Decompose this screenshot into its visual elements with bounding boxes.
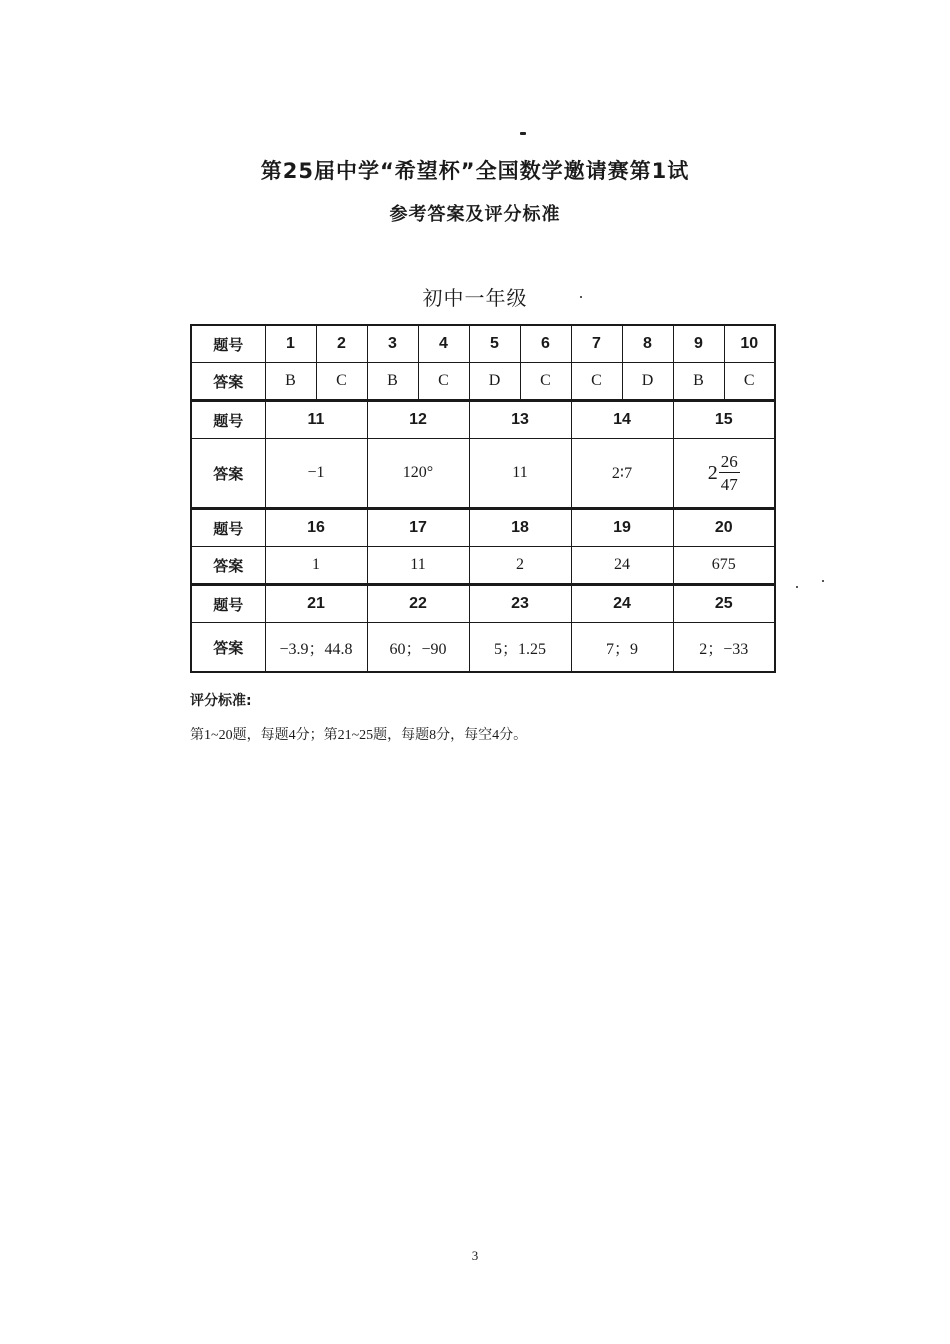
question-row-21-25 [191, 585, 775, 623]
question-number: 14 [571, 401, 673, 439]
question-row-16-20 [191, 509, 775, 547]
scan-speck [822, 580, 824, 582]
question-number-label: 题号 [191, 325, 265, 363]
answer-cell: C [571, 363, 622, 401]
question-number: 23 [469, 585, 571, 623]
answer-cell: C [418, 363, 469, 401]
answer-label: 答案 [191, 547, 265, 585]
question-number: 11 [265, 401, 367, 439]
document-title: 第25届中学“希望杯”全国数学邀请赛第1试 [260, 159, 690, 183]
answer-cell: 120° [367, 439, 469, 509]
question-number: 19 [571, 509, 673, 547]
question-number: 12 [367, 401, 469, 439]
question-number: 24 [571, 585, 673, 623]
answer-cell: 5；1.25 [469, 623, 571, 673]
answer-cell: D [469, 363, 520, 401]
answer-cell: 11 [367, 547, 469, 585]
answer-cell: −3.9；44.8 [265, 623, 367, 673]
question-number: 25 [673, 585, 775, 623]
question-number: 20 [673, 509, 775, 547]
question-number: 2 [316, 325, 367, 363]
answer-cell: C [316, 363, 367, 401]
question-number: 1 [265, 325, 316, 363]
scan-speck [796, 586, 798, 588]
question-number-label: 题号 [191, 401, 265, 439]
question-number: 4 [418, 325, 469, 363]
answer-cell-fraction [673, 439, 775, 509]
answer-cell: 2∶7 [571, 439, 673, 509]
answer-cell: 2；−33 [673, 623, 775, 673]
answer-label: 答案 [191, 363, 265, 401]
question-number: 18 [469, 509, 571, 547]
document-subtitle: 参考答案及评分标准 [389, 204, 561, 225]
question-number: 10 [724, 325, 775, 363]
question-row-1-10 [191, 325, 775, 363]
question-number: 9 [673, 325, 724, 363]
mixed-fraction [708, 453, 740, 493]
grade-heading: 初中一年级 [422, 286, 528, 310]
scoring-text: 第1~20题，每题4分；第21~25题，每题8分，每空4分。 [190, 728, 528, 743]
answer-row-1-10 [191, 363, 775, 401]
scoring-heading: 评分标准: [190, 693, 252, 709]
answer-row-11-15 [191, 439, 775, 509]
answer-label: 答案 [191, 623, 265, 673]
question-number: 15 [673, 401, 775, 439]
fraction-numerator: 26 [720, 452, 738, 471]
question-number-label: 题号 [191, 509, 265, 547]
page-number: 3 [471, 1248, 479, 1263]
answer-cell: 7；9 [571, 623, 673, 673]
answer-cell: 11 [469, 439, 571, 509]
answer-cell: −1 [265, 439, 367, 509]
question-number: 22 [367, 585, 469, 623]
fraction-stack [719, 453, 740, 493]
answer-cell: C [520, 363, 571, 401]
answer-row-16-20 [191, 547, 775, 585]
question-number: 5 [469, 325, 520, 363]
question-number: 7 [571, 325, 622, 363]
answer-cell: B [367, 363, 418, 401]
question-number: 16 [265, 509, 367, 547]
question-number: 6 [520, 325, 571, 363]
answer-cell: 675 [673, 547, 775, 585]
answer-cell: 2 [469, 547, 571, 585]
answer-cell: 1 [265, 547, 367, 585]
answer-cell: B [673, 363, 724, 401]
question-number: 21 [265, 585, 367, 623]
question-number-label: 题号 [191, 585, 265, 623]
answer-cell: 60；−90 [367, 623, 469, 673]
answer-cell: B [265, 363, 316, 401]
fraction-whole: 2 [707, 461, 718, 484]
answer-cell: C [724, 363, 775, 401]
answer-label: 答案 [191, 439, 265, 509]
question-number: 3 [367, 325, 418, 363]
question-number: 13 [469, 401, 571, 439]
question-row-11-15 [191, 401, 775, 439]
answer-cell: D [622, 363, 673, 401]
answer-row-21-25 [191, 623, 775, 673]
question-number: 8 [622, 325, 673, 363]
fraction-denominator: 47 [720, 475, 738, 494]
answer-cell: 24 [571, 547, 673, 585]
scan-speck [520, 132, 526, 135]
answer-table [190, 324, 776, 673]
question-number: 17 [367, 509, 469, 547]
